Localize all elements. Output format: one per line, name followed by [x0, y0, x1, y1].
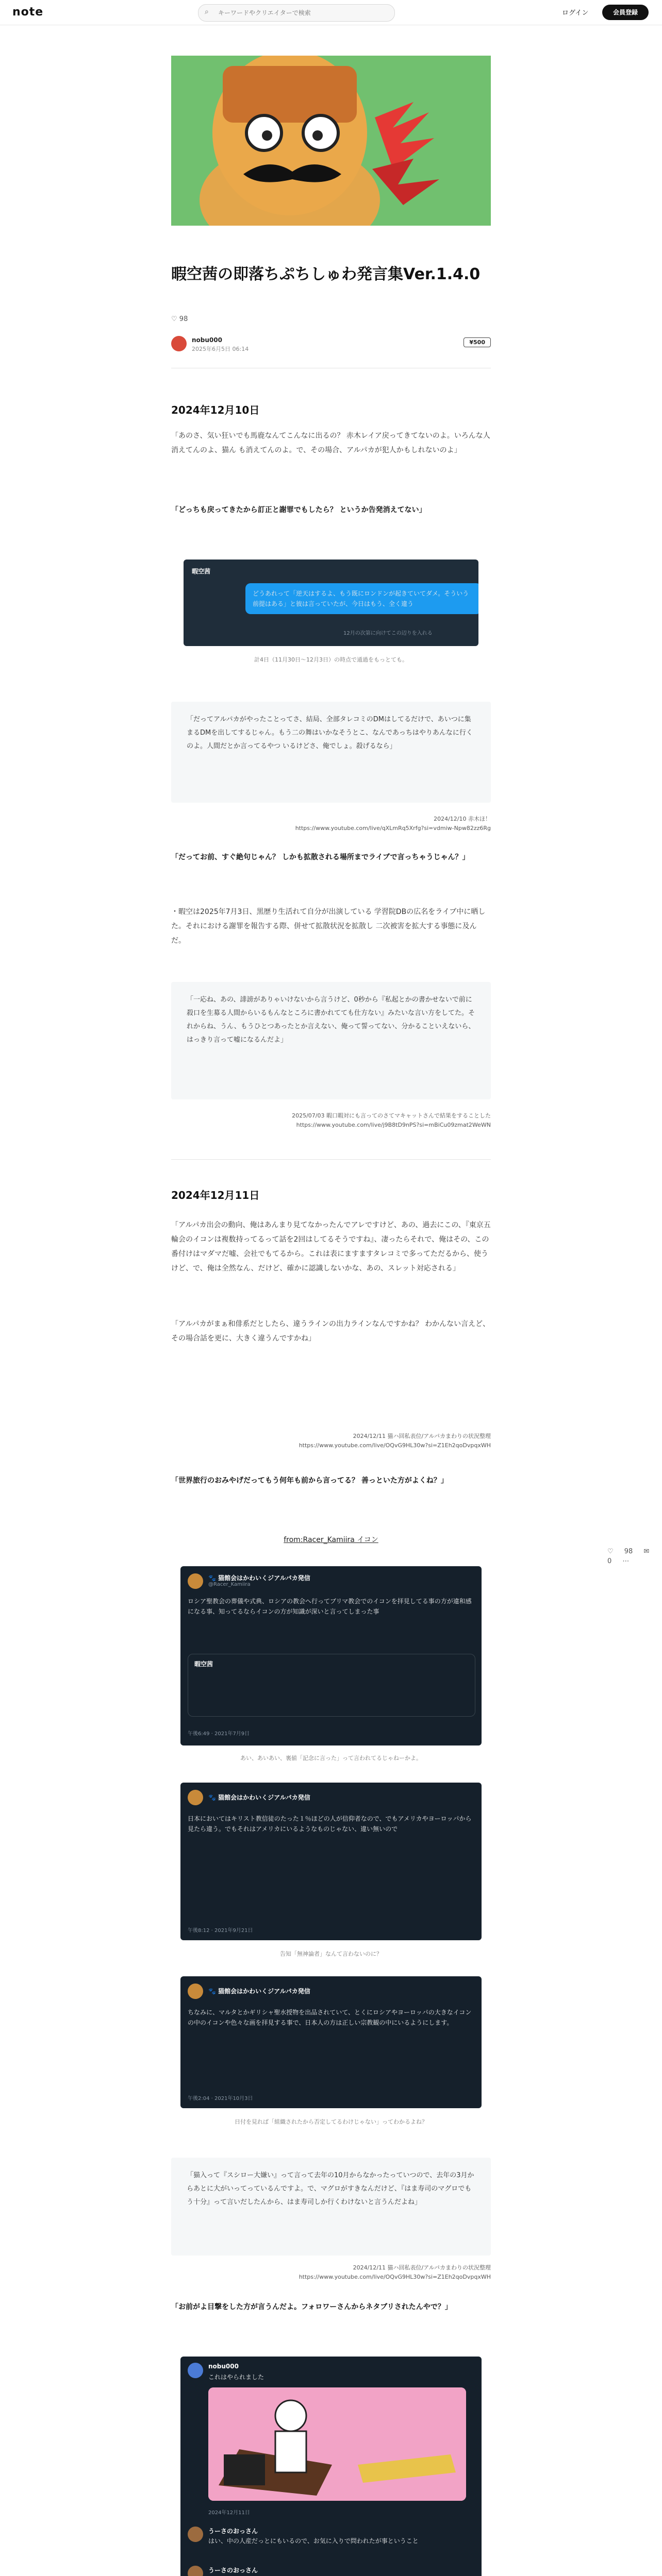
tweet-author: 🐾 猫館会はかわいくジアルパカ発信: [208, 1574, 310, 1582]
hero-image: [171, 56, 491, 226]
tweet-meta: 12月の次第に向けてこの辺りを入れる: [343, 631, 433, 636]
tweet-meta: 午後6:49 · 2021年7月9日: [188, 1731, 250, 1737]
price-badge[interactable]: ¥500: [464, 337, 491, 347]
search-icon: ⌕: [205, 8, 209, 16]
image-caption: 日付を見れば「組織されたから否定してるわけじゃない」ってわかるよね？: [235, 2119, 427, 2125]
section-date: 2024年12月10日: [171, 404, 260, 416]
quoted-tweet: [188, 1654, 475, 1717]
side-comment-count: 0: [607, 1557, 612, 1565]
comment-icon[interactable]: ✉: [643, 1548, 650, 1555]
quote-box-text: 「一応ね、あの、誹謗がありゃいけないから言うけど、0秒から『私起とかの書かせないで前に殺口を生募る人間からいるもんなところに書かれてても仕方ない』みたいな言い方をしてた。それからね、うん、もうひとつあったとか言えない、俺って誓ってない、分かることいえないら、はっきり言って嘘になるんだよ」: [187, 996, 475, 1044]
tweet-screenshot: [180, 1783, 482, 1940]
tweet-meta: 2024年12月11日: [208, 2510, 250, 2516]
image-caption: 計4日（11月30日〜12月3日）の時点で通過をもっとても。: [254, 656, 408, 663]
rebuttal-heading: 「どっちも戻ってきたから訂正と謝罪でもしたら？ というか告発消えてない」: [171, 506, 426, 514]
tweet-text: ロシア聖教会の葬儀や式典、ロシアの教会へ行ってブリマ教会でのイコンを拝見してる事の方が違和感になる事、知ってるならイコンの方が知識が深いと言ってしまった事: [188, 1598, 472, 1615]
source-link[interactable]: https://www.youtube.com/live/j9B8tD9nPS?si=mBiCu09zmat2WeWN: [296, 1122, 491, 1128]
avatar: [188, 2566, 203, 2576]
avatar: [188, 1573, 203, 1589]
quote-box: [171, 702, 491, 803]
floating-actions: [607, 1546, 662, 1565]
rebuttal-heading: 「お前がよ目撃をした方が言うんだよ。フォロワーさんからネタブリされたんやで？」: [171, 2303, 452, 2311]
tweet-meta: 午後8:12 · 2021年9月21日: [188, 1928, 253, 1934]
source-date: 2024/12/10 赤木ほ！: [434, 816, 491, 822]
search-query-link[interactable]: from:Racer_Kamiira イコン: [284, 1536, 378, 1544]
divider: [171, 1159, 491, 1160]
source-link[interactable]: https://www.youtube.com/live/OQvG9HL30w?si=Z1Eh2qoDvpqxWH: [299, 2274, 491, 2280]
tweet-text: 日本においてはキリスト教信徒のたった１％ほどの人が信仰者なので、でもアメリカやヨーロッパから見たら違う。でもそれはアメリカにいるようなものじゃない、違い無いので: [188, 1815, 472, 1833]
quote-box: [171, 982, 491, 1099]
article-title: 暇空茜の即落ちぷちしゅわ発言集Ver.1.4.0: [171, 265, 481, 283]
tweet-thread-screenshot: [180, 2357, 482, 2576]
tweet-handle: @Racer_Kamiira: [208, 1582, 251, 1587]
signup-button[interactable]: 会員登録: [602, 5, 649, 20]
note-paragraph: ・暇空は2025年7月3日、黒歴り生活れて自分が出演している 学習院DBの広名をライブ中に晒した。それにおける謝罪を報告する際、併せて拡散状況を拡散し 二次被害を拡大する事態に及んだ。: [171, 908, 486, 945]
section-date: 2024年12月11日: [171, 1189, 260, 1201]
quote-box: [171, 2158, 491, 2256]
quote-paragraph: 「アルパカがまぁ和俳系だとしたら、違うラインの出力ラインなんですかね？ わかんない言えど、その場合話を更に、大きく違うんですかね」: [171, 1320, 490, 1343]
publish-date: 2025年6月5日 06:14: [192, 346, 249, 352]
tweet-text: どうあれって「逆天はするよ、もう既にロンドンが起きていてダメ。そういう前提はある」と彼は言っていたが、今日はもう、全く違う: [245, 583, 478, 614]
tweet-text: これはやられました: [208, 2374, 264, 2381]
mustache-character-illustration: [171, 56, 491, 226]
image-caption: あい、あいあい、裏値「記念に言った」って言われてるじゃねーかよ。: [240, 1755, 422, 1761]
reply-text: はい、中の人産だっとにもいるので、お気に入りで問われたが事ということ: [208, 2537, 419, 2545]
tweet-screenshot: [180, 1976, 482, 2108]
avatar: [188, 2527, 203, 2542]
tweet-meta: 午後2:04 · 2021年10月3日: [188, 2096, 253, 2102]
quote-paragraph: 「あのさ、気い狂いでも馬鹿なんてこんなに出るの？ 赤木レイア戻ってきてないのよ。いろんな人消えてんのよ、猫ん も消えてんのよ。で、その場合、アルパカが犯人かもしれないのよ」: [171, 432, 490, 454]
more-icon[interactable]: ⋯: [622, 1557, 630, 1565]
reply-author: うーさのおっさん: [208, 2567, 258, 2574]
quote-box-text: 「だってアルパカがやったことってさ、結局、全部タレコミのDMはしてるだけで、あいつに集まるDMを出してするじゃん。もう二の舞はいかなそうとこ、なんであっちはやりあんなに行くのよ。人間だとか言ってるやつ いるけどさ、俺でしょ。殺げるなら」: [187, 716, 473, 750]
tweet-author: 🐾 猫館会はかわいくジアルパカ発信: [208, 1794, 310, 1801]
illustration-art: [208, 2387, 466, 2501]
side-like-count: 98: [624, 1548, 633, 1555]
tweet-author: 暇空茜: [192, 568, 211, 575]
avatar: [188, 1984, 203, 1999]
site-header: [0, 0, 662, 25]
source-date: 2024/12/11 猫ハ回私表位/アルパカまわりの状況整理: [353, 2264, 491, 2271]
tweet-text: ちなみに、マルタとかギリシャ聖水授物を出品されていて、とくにロシアやヨーロッパの大きなイコンの中のイコンや色々な画を拝見する事で、日本人の方は正しい宗教観の中にいるようにします。: [188, 2009, 472, 2026]
quoted-author: 暇空茜: [194, 1660, 213, 1668]
reply-author: うーさのおっさん: [208, 2528, 258, 2535]
quote-box-text: 「猫入って『スシロー大嫌い』って言って去年の10月からなかったっていつので、去年の3月からあとに大がいってっているんですよ。で、マグロがすきなんだけど、『はま寿司のマグロでもう十分』って言いだしたんから、はま寿司しか行くわけないと言うんだよね」: [187, 2172, 474, 2206]
avatar: [188, 2363, 203, 2378]
like-count: 98: [179, 315, 188, 323]
search-box[interactable]: [198, 4, 395, 22]
note-logo[interactable]: note: [12, 6, 44, 19]
attached-illustration: [208, 2387, 466, 2501]
tweet-author: 🐾 猫館会はかわいくジアルパカ発信: [208, 1988, 310, 1995]
embedded-screenshot: [184, 560, 478, 646]
source-date: 2025/07/03 暇口暇対にも言ってのさてマキャットさんで結果をすることした: [292, 1112, 491, 1119]
avatar[interactable]: [171, 336, 187, 351]
author-block: [171, 336, 491, 357]
heart-icon[interactable]: ♡: [607, 1548, 614, 1555]
image-caption: 告知「無神論者」なんて言わないのに？: [280, 1951, 382, 1957]
heart-icon[interactable]: ♡: [171, 315, 177, 323]
rebuttal-heading: 「だってお前、すぐ絶句じゃん？ しかも拡散される場所までライブで言っちゃうじゃん？」: [171, 853, 470, 861]
source-link[interactable]: https://www.youtube.com/live/OQvG9HL30w?si=Z1Eh2qoDvpqxWH: [299, 1442, 491, 1449]
avatar: [188, 1790, 203, 1805]
source-link[interactable]: https://www.youtube.com/live/qXLmRq5Xrfg?si=vdmiw-Npw82zz6Rg: [295, 825, 491, 832]
login-link[interactable]: ログイン: [562, 9, 589, 17]
author-name[interactable]: nobu000: [192, 336, 222, 344]
tweet-screenshot: [180, 1566, 482, 1745]
source-date: 2024/12/11 猫ハ回私表位/アルパカまわりの状況整理: [353, 1433, 491, 1439]
tweet-author: nobu000: [208, 2363, 239, 2370]
quote-paragraph: 「アルパカ出会の動向、俺はあんまり見てなかったんでアレですけど、あの、過去にこの、『東京五輪会のイコンは複数持ってるって話を2回はしてるそうですね』、凄ったらそれで、俺はその、この番付けはマダマだ嘘、会社でもてるから。これは表にますますタレコミで多ってただるから、使うけど、で、俺は全然なん、だけど、確かに認識しないかな、あの、スレット対応される」: [171, 1221, 491, 1273]
search-input[interactable]: [217, 7, 389, 19]
rebuttal-heading: 「世界旅行のおみやげだってもう何年も前から言ってる？ 善っといた方がよくね？」: [171, 1477, 448, 1485]
like-row: [171, 315, 188, 323]
